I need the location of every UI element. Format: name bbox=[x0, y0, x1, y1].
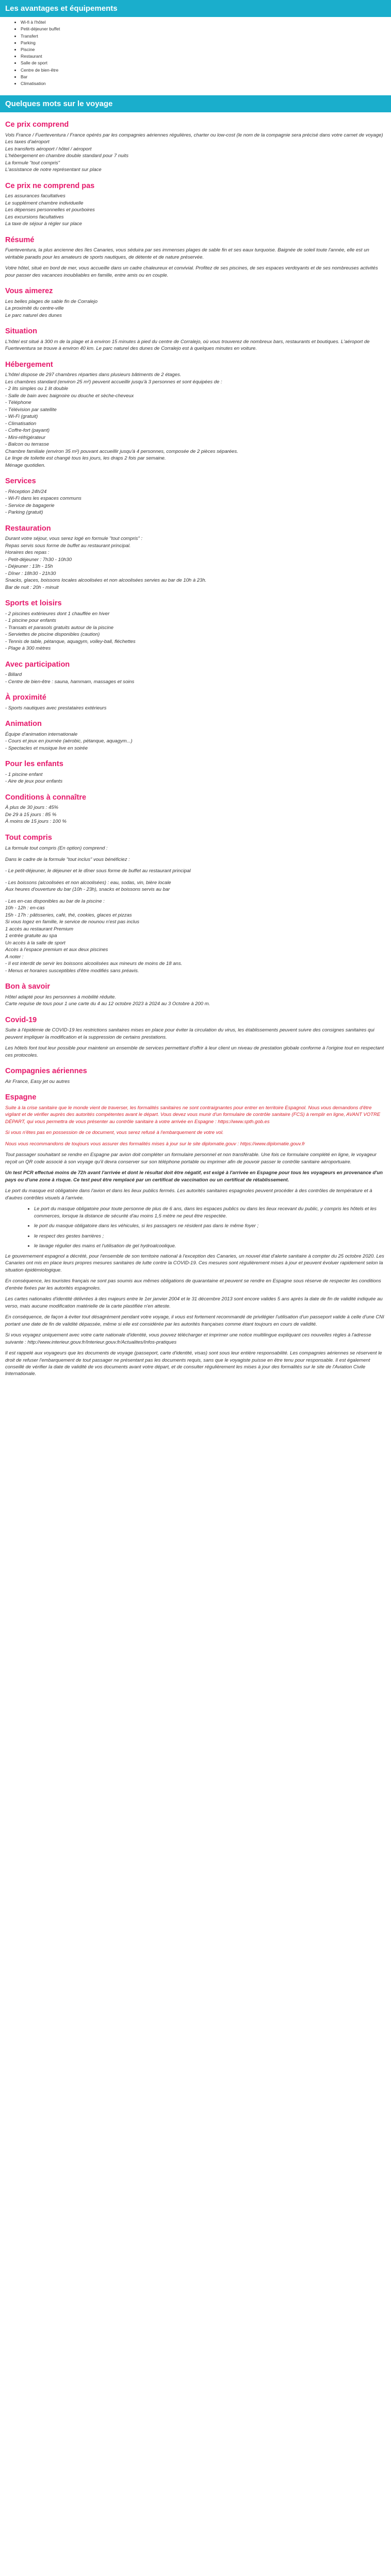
compris-list bbox=[5, 132, 386, 174]
non-compris-line: La taxe de séjour à régler sur place bbox=[5, 221, 82, 227]
tout-compris-line: - Menus et horaires susceptibles d'être modifiés sans préavis. bbox=[5, 968, 139, 974]
espagne-bullet: • Le port du masque obligatoire pour toute personne de plus de 6 ans, dans les espaces publics ou dans les lieux recevant du public, y compris les hôtels et les commerces, lorsque la distance de sécurité d'au moins 1,5 mètre ne peut être respectée. bbox=[34, 1206, 386, 1219]
restauration-line: Horaires des repas : bbox=[5, 550, 50, 556]
compris-line: La formule "tout compris" bbox=[5, 160, 60, 166]
heading-enfants: Pour les enfants bbox=[5, 760, 63, 769]
proximite-list bbox=[5, 705, 386, 711]
hebergement-line: Chambre familiale (environ 35 m²) pouvant accueillir jusqu'à 4 personnes, composée de 2 pièces séparées. bbox=[5, 448, 238, 454]
section-title-equipements: Les avantages et équipements bbox=[0, 0, 391, 17]
tout-compris-line: 15h - 17h : pâtisseries, café, thé, cookies, glaces et pizzas bbox=[5, 912, 132, 918]
heading-compagnies: Compagnies aériennes bbox=[5, 1067, 87, 1076]
non-compris-line: Les dépenses personnelles et pourboires bbox=[5, 207, 95, 213]
hebergement-line: Ménage quotidien. bbox=[5, 462, 46, 468]
heading-situation: Situation bbox=[5, 327, 38, 336]
feature-item: • Wi-fi à l'hôtel bbox=[21, 19, 391, 26]
sports-line: - Tennis de table, pétanque, aquagym, volley-ball, fléchettes bbox=[5, 638, 136, 645]
non-compris-line: Les excursions facultatives bbox=[5, 214, 64, 220]
espagne-paragraph: Tout passager souhaitant se rendre en Espagne par avion doit compléter un formulaire personnel et non transférable. Une fois ce formulaire complété en ligne, le voyageur reçoit un QR code associé à son voyage qu'il devra conserver sur son téléphone portable ou imprimer afin de pouvoir passer le contrôle sanitaire aéroportuaire. bbox=[5, 1152, 377, 1165]
services-line: - Wi-Fi dans les espaces communs bbox=[5, 496, 82, 502]
animation-line: Équipe d'animation internationale bbox=[5, 731, 78, 737]
voyage-content bbox=[0, 120, 391, 1378]
tout-compris-line: Un accès à la salle de sport bbox=[5, 940, 66, 946]
heading-services: Services bbox=[5, 477, 36, 486]
participation-list bbox=[5, 671, 386, 685]
espagne-warning-refus: Si vous n'êtes pas en possession de ce document, vous serez refusé à l'embarquement de votre vol. bbox=[5, 1130, 224, 1136]
feature-item: • Parking bbox=[21, 40, 391, 46]
hebergement-line: - 2 lits simples ou 1 lit double bbox=[5, 386, 68, 392]
sports-line: - Plage à 300 mètres bbox=[5, 646, 51, 652]
sports-line: - 2 piscines extérieures dont 1 chauffée en hiver bbox=[5, 611, 110, 617]
tout-compris-line: - Les boissons (alcoolisées et non alcoolisées) : eau, sodas, vin, bière locale bbox=[5, 879, 171, 886]
participation-line: - Billard bbox=[5, 672, 22, 678]
hebergement-list bbox=[5, 371, 386, 469]
feature-item: • Piscine bbox=[21, 46, 391, 53]
compagnies-line: Air France, Easy jet ou autres bbox=[5, 1078, 70, 1084]
heading-non-compris: Ce prix ne comprend pas bbox=[5, 181, 95, 190]
tout-compris-line: Dans le cadre de la formule "tout inclus" vous bénéficiez : bbox=[5, 856, 130, 862]
tout-compris-line: - Il est interdit de servir les boissons alcoolisées aux mineurs de moins de 18 ans. bbox=[5, 961, 183, 967]
compris-line: Les transferts aéroport / hôtel / aéroport bbox=[5, 146, 92, 152]
hebergement-line: - Wi-Fi (gratuit) bbox=[5, 414, 38, 420]
heading-espagne: Espagne bbox=[5, 1093, 37, 1102]
restauration-list bbox=[5, 535, 386, 591]
heading-participation: Avec participation bbox=[5, 660, 70, 669]
heading-covid: Covid-19 bbox=[5, 1015, 37, 1024]
heading-conditions: Conditions à connaître bbox=[5, 793, 87, 802]
covid-paragraph: Les hôtels font tout leur possible pour maintenir un ensemble de services permettant d'offrir à leur client un niveau de prestation globale conforme à l'origine tout en respectant ces protocoles. bbox=[5, 1045, 384, 1058]
enfants-list bbox=[5, 771, 386, 785]
restauration-line: - Déjeuner : 13h - 15h bbox=[5, 564, 53, 570]
hebergement-line: Le linge de toilette est changé tous les jours, les draps 2 fois par semaine. bbox=[5, 455, 166, 462]
conditions-line: À moins de 15 jours : 100 % bbox=[5, 819, 67, 825]
non-compris-line: Le supplément chambre individuelle bbox=[5, 200, 84, 206]
hebergement-line: - Mini-réfrigérateur bbox=[5, 434, 46, 440]
espagne-bullet: • le respect des gestes barrières ; bbox=[34, 1233, 386, 1240]
tout-compris-line: - Le petit-déjeuner, le déjeuner et le dîner sous forme de buffet au restaurant principal bbox=[5, 868, 191, 874]
hebergement-line: - Télévision par satellite bbox=[5, 406, 57, 413]
tout-compris-list bbox=[5, 845, 386, 975]
tout-compris-line: 10h - 12h : en-cas bbox=[5, 905, 45, 911]
espagne-warning: Suite à la crise sanitaire que le monde vient de traverser, les formalités sanitaires ne sont contraignantes pour entrer en territoire Espagnol. Nous vous demandons d'être vigilant et de vérifier auprès des autorités compétentes avant le départ. Vous devez vous munir d'un formulaire de contrôle sanitaire (FCS) à remplir en ligne, AVANT VOTRE DÉPART, qui vous permettra de vous présenter au contrôle sanitaire à votre arrivée en Espagne : https://www.spth.gob.es bbox=[5, 1105, 381, 1125]
heading-compris: Ce prix comprend bbox=[5, 121, 69, 129]
feature-item: • Climatisation bbox=[21, 80, 391, 87]
restauration-line: Bar de nuit : 20h - minuit bbox=[5, 584, 59, 590]
hebergement-line: Les chambres standard (environ 25 m²) peuvent accueillir jusqu'à 3 personnes et sont équipées de : bbox=[5, 379, 222, 385]
non-compris-line: Les assurances facultatives bbox=[5, 193, 66, 199]
features-list bbox=[0, 19, 391, 87]
vous-aimerez-list bbox=[5, 298, 386, 319]
sports-line: - 1 piscine pour enfants bbox=[5, 618, 56, 624]
vous-aimerez-line: La proximité du centre-ville bbox=[5, 306, 64, 312]
hebergement-line: - Téléphone bbox=[5, 400, 31, 406]
compris-line: L'hébergement en chambre double standard pour 7 nuits bbox=[5, 153, 128, 159]
heading-bon-a-savoir: Bon à savoir bbox=[5, 982, 51, 991]
espagne-paragraph: Les cartes nationales d'identité délivrées à des majeurs entre le 1er janvier 2004 et le 31 décembre 2013 sont encore valides 5 ans après la date de fin de validité indiquée au verso, mais aucune modification matérielle de la carte plastifiée n'en atteste. bbox=[5, 1296, 383, 1309]
sports-line: - Serviettes de piscine disponibles (caution) bbox=[5, 632, 100, 638]
enfants-line: - 1 piscine enfant bbox=[5, 771, 43, 777]
heading-proximite: À proximité bbox=[5, 693, 46, 702]
feature-item: • Petit-déjeuner buffet bbox=[21, 26, 391, 32]
restauration-line: - Dîner : 18h30 - 21h30 bbox=[5, 570, 56, 577]
heading-resume: Résumé bbox=[5, 235, 35, 244]
espagne-paragraph: Le port du masque est obligatoire dans l'avion et dans les lieux publics fermés. Les autorités sanitaires espagnoles peuvent procéder à des contrôles de température et à d'autres contrôles visuels à l'arrivée. bbox=[5, 1188, 372, 1201]
heading-vous-aimerez: Vous aimerez bbox=[5, 287, 53, 296]
tout-compris-line: - Les en-cas disponibles au bar de la piscine : bbox=[5, 898, 105, 904]
restauration-line: Snacks, glaces, boissons locales alcoolisées et non alcoolisées servies au bar de 10h à 23h. bbox=[5, 578, 207, 584]
animation-list bbox=[5, 731, 386, 752]
services-line: - Parking (gratuit) bbox=[5, 510, 43, 516]
feature-item: • Centre de bien-être bbox=[21, 67, 391, 74]
hebergement-line: - Climatisation bbox=[5, 420, 37, 427]
services-line: - Réception 24h/24 bbox=[5, 488, 47, 495]
hebergement-line: - Coffre-fort (payant) bbox=[5, 428, 50, 434]
restauration-line: Durant votre séjour, vous serez logé en formule "tout compris" : bbox=[5, 536, 143, 542]
tout-compris-line: La formule tout compris (En option) comprend : bbox=[5, 845, 108, 851]
resume-paragraph: Votre hôtel, situé en bord de mer, vous accueille dans un cadre chaleureux et convivial. Profitez de ses piscines, de ses espaces verdoyants et de ses nombreuses activités pour passer des vacances inoubliables en famille, entre amis ou en couple. bbox=[5, 265, 378, 278]
bon-a-savoir-line: Carte requise de tous pour 1 une carte du 4 au 12 octobre 2023 à 2024 au 3 Octobre à 200 m. bbox=[5, 1001, 210, 1007]
tout-compris-line: A noter : bbox=[5, 954, 24, 960]
tout-compris-line: Si vous logez en famille, le service de nounou n'est pas inclus bbox=[5, 919, 140, 925]
espagne-bullets bbox=[5, 1206, 386, 1249]
hebergement-line: - Salle de bain avec baignoire ou douche et sèche-cheveux bbox=[5, 393, 134, 399]
covid-paragraph: Suite à l'épidémie de COVID-19 les restrictions sanitaires mises en place pour éviter la circulation du virus, les établissements peuvent suivre des consignes sanitaires qui peuvent impliquer la modification et la suppression de certains prestations. bbox=[5, 1027, 374, 1040]
resume-paragraph: Fuerteventura, la plus ancienne des îles Canaries, vous séduira par ses immenses plages de sable fin et ses eaux turquoise. Baignée de soleil toute l'année, elle est un véritable paradis pour les amateurs de sports nautiques, de détente et de nature préservée. bbox=[5, 247, 369, 260]
hebergement-line: - Balcon ou terrasse bbox=[5, 442, 50, 448]
espagne-paragraph: Le gouvernement espagnol a décrété, pour l'ensemble de son territoire national à l'exception des Canaries, un nouvel état d'alerte sanitaire à compter du 25 octobre 2020. Les Canaries ont mis en place leurs propres mesures sanitaires de lutte contre la COVID-19. Ces mesures sont régulièrement mises à jour et peuvent évoluer rapidement selon la situation épidémiologique. bbox=[5, 1253, 384, 1273]
feature-item: • Bar bbox=[21, 74, 391, 80]
services-list bbox=[5, 488, 386, 516]
espagne-diplomatie-note: Nous vous recommandons de toujours vous assurer des formalités mises à jour sur le site diplomatie.gouv : https://www.diplomatie.gouv.fr bbox=[5, 1141, 305, 1147]
conditions-line: À plus de 30 jours : 45% bbox=[5, 805, 58, 811]
compris-line: Vols France / Fuerteventura / France opérés par les compagnies aériennes régulières, charter ou low-cost (le nom de la compagnie sera précisé dans votre carnet de voyage) bbox=[5, 132, 383, 138]
espagne-bullet: • le lavage régulier des mains et l'utilisation de gel hydroalcoolique. bbox=[34, 1243, 386, 1249]
espagne-paragraph: En conséquence, les touristes français ne sont pas soumis aux mêmes obligations de quarantaine et peuvent se rendre en Espagne sous réserve de respecter les conditions d'entrée fixées par les autorités espagnoles. bbox=[5, 1278, 381, 1291]
conditions-line: De 29 à 15 jours : 85 % bbox=[5, 811, 57, 818]
situation-paragraph: L'hôtel est situé à 300 m de la plage et à environ 15 minutes à pied du centre de Corralejo, où vous trouverez de nombreux bars, restaurants et boutiques. L'aéroport de Fuerteventura se trouve à environ 40 km. Le parc naturel des dunes de Corralejo est à quelques minutes en voiture. bbox=[5, 338, 370, 352]
bon-a-savoir-line: Hôtel adapté pour les personnes à mobilité réduite. bbox=[5, 994, 116, 1000]
vous-aimerez-line: Le parc naturel des dunes bbox=[5, 312, 62, 318]
hebergement-line: L'hôtel dispose de 297 chambres réparties dans plusieurs bâtiments de 2 étages. bbox=[5, 372, 182, 378]
compagnies-list bbox=[5, 1078, 386, 1085]
conditions-list bbox=[5, 804, 386, 825]
animation-line: - Cours et jeux en journée (aérobic, pétanque, aquagym...) bbox=[5, 738, 133, 744]
enfants-line: - Aire de jeux pour enfants bbox=[5, 778, 63, 785]
espagne-paragraph: Si vous voyagez uniquement avec votre carte nationale d'identité, vous pouvez télécharger et imprimer une notice multilingue expliquant ces nouvelles règles à l'adresse suivante : http://www.interieur.gouv.fr/Interieur.gouv.fr/Actualites/Infos-pratiques bbox=[5, 1332, 371, 1345]
section-equipements bbox=[0, 0, 391, 87]
restauration-line: - Petit-déjeuner : 7h30 - 10h30 bbox=[5, 556, 72, 563]
espagne-paragraph: En conséquence, de façon à éviter tout désagrément pendant votre voyage, il vous est fortement recommandé de privilégier l'utilisation d'un passeport valide à celle d'une CNI portant une date de fin de validité dépassée, même si elle est considérée par les autorités françaises comme étant toujours en cours de validité. bbox=[5, 1314, 384, 1327]
tout-compris-line: Accès à l'espace premium et aux deux piscines bbox=[5, 947, 108, 953]
services-line: - Service de bagagerie bbox=[5, 502, 55, 509]
compris-line: L'assistance de notre représentant sur place bbox=[5, 167, 102, 173]
section-title-voyage: Quelques mots sur le voyage bbox=[0, 95, 391, 112]
espagne-bullet: • le port du masque obligatoire dans les véhicules, si les passagers ne résident pas dans le même foyer ; bbox=[34, 1223, 386, 1229]
feature-item: • Transfert bbox=[21, 33, 391, 40]
heading-hebergement: Hébergement bbox=[5, 360, 53, 369]
espagne-paragraph: Il est rappelé aux voyageurs que les documents de voyage (passeport, carte d'identité, visas) sont sous leur entière responsabilité. Les compagnies aériennes se réservent le droit de refuser l'embarquement de tout passager ne présentant pas les documents requis, sans que le voyagiste puisse en être tenu pour responsable. Il est également conseillé de vérifier la date de validité de vos documents avant votre départ, et de consulter régulièrement les mises à jour des formalités sur le site de l'Aviation Civile Internationale. bbox=[5, 1350, 382, 1377]
animation-line: - Spectacles et musique live en soirée bbox=[5, 745, 88, 751]
compris-line: Les taxes d'aéroport bbox=[5, 139, 50, 145]
proximite-line: - Sports nautiques avec prestataires extérieurs bbox=[5, 705, 107, 711]
heading-animation: Animation bbox=[5, 720, 42, 728]
feature-item: • Restaurant bbox=[21, 53, 391, 60]
participation-line: - Centre de bien-être : sauna, hammam, massages et soins bbox=[5, 679, 135, 685]
sports-list bbox=[5, 611, 386, 652]
tout-compris-line: 1 entrée gratuite au spa bbox=[5, 933, 57, 939]
heading-restauration: Restauration bbox=[5, 524, 51, 533]
tout-compris-line: 1 accès au restaurant Premium bbox=[5, 926, 74, 932]
heading-sports: Sports et loisirs bbox=[5, 599, 62, 608]
feature-item: • Salle de sport bbox=[21, 60, 391, 66]
non-compris-list bbox=[5, 193, 386, 227]
vous-aimerez-line: Les belles plages de sable fin de Corralejo bbox=[5, 298, 98, 304]
tout-compris-line: Aux heures d'ouverture du bar (10h - 23h), snacks et boissons servis au bar bbox=[5, 887, 170, 893]
heading-tout-compris: Tout compris bbox=[5, 833, 52, 842]
sports-line: - Transats et parasols gratuits autour de la piscine bbox=[5, 624, 113, 631]
restauration-line: Repas servis sous forme de buffet au restaurant principal. bbox=[5, 543, 131, 549]
espagne-paragraph-pcr: Un test PCR effectué moins de 72h avant l'arrivée et dont le résultat doit être négatif, est exigé à l'arrivée en Espagne pour tous les voyageurs en provenance d'un pays ou d'une zone à risque. Ce test peut être remplacé par un certificat de vaccination ou un certificat de rétablissement. bbox=[5, 1170, 383, 1183]
bon-a-savoir-list bbox=[5, 994, 386, 1008]
